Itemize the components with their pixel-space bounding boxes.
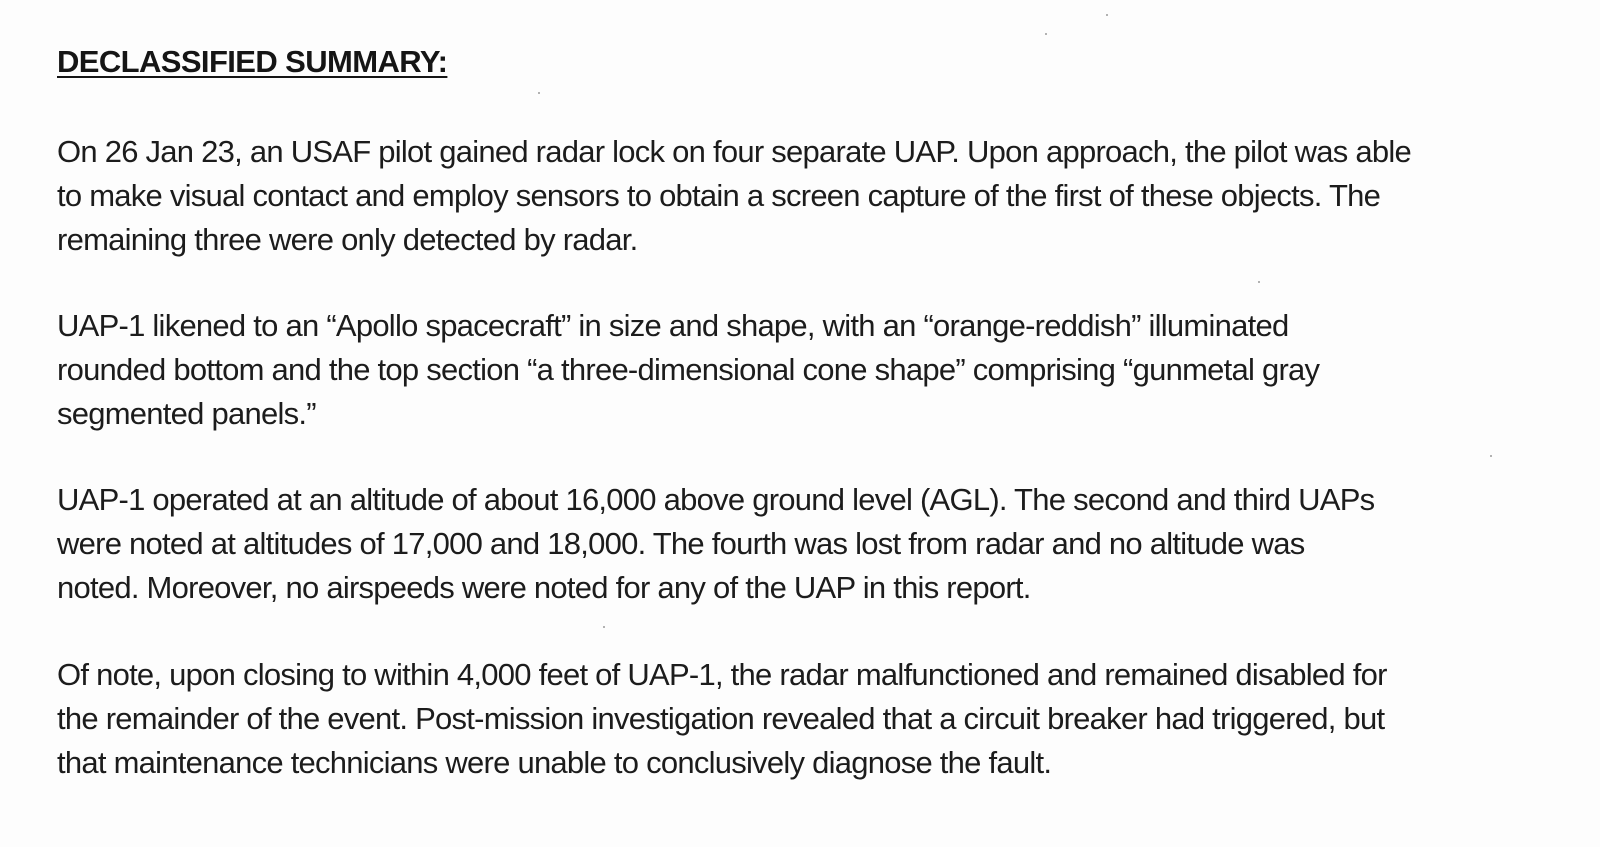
scan-speck xyxy=(1258,281,1260,283)
paragraph-uap-description xyxy=(57,304,1319,436)
paragraph-line: segmented panels.” xyxy=(57,396,316,431)
paragraph-line: On 26 Jan 23, an USAF pilot gained radar lock on four separate UAP. Upon approach, the pilot was able xyxy=(57,134,1412,169)
paragraph-line: UAP-1 operated at an altitude of about 16,000 above ground level (AGL). The second and third UAPs xyxy=(57,482,1375,517)
paragraph-line: were noted at altitudes of 17,000 and 18,000. The fourth was lost from radar and no altitude was xyxy=(57,526,1305,561)
paragraph-line: UAP-1 likened to an “Apollo spacecraft” in size and shape, with an “orange-reddish” illuminated xyxy=(57,308,1289,343)
paragraph-line: that maintenance technicians were unable to conclusively diagnose the fault. xyxy=(57,745,1052,780)
paragraph-line: to make visual contact and employ sensors to obtain a screen capture of the first of these objects. The xyxy=(57,178,1381,213)
scan-speck xyxy=(603,626,605,628)
paragraph-line: Of note, upon closing to within 4,000 feet of UAP-1, the radar malfunctioned and remained disabled for xyxy=(57,657,1387,692)
paragraph-altitudes xyxy=(57,478,1374,610)
paragraph-line: the remainder of the event. Post-mission investigation revealed that a circuit breaker had triggered, but xyxy=(57,701,1385,736)
scan-speck xyxy=(538,92,540,94)
paragraph-radar-lock xyxy=(57,130,1411,262)
scan-speck xyxy=(1045,33,1047,35)
paragraph-line: rounded bottom and the top section “a three-dimensional cone shape” comprising “gunmetal gray xyxy=(57,352,1320,387)
scan-speck xyxy=(1106,14,1108,16)
document-heading: DECLASSIFIED SUMMARY: xyxy=(57,44,448,79)
paragraph-radar-malfunction xyxy=(57,653,1387,785)
paragraph-line: remaining three were only detected by radar. xyxy=(57,222,638,257)
scan-speck xyxy=(1490,455,1492,457)
paragraph-line: noted. Moreover, no airspeeds were noted for any of the UAP in this report. xyxy=(57,570,1031,605)
